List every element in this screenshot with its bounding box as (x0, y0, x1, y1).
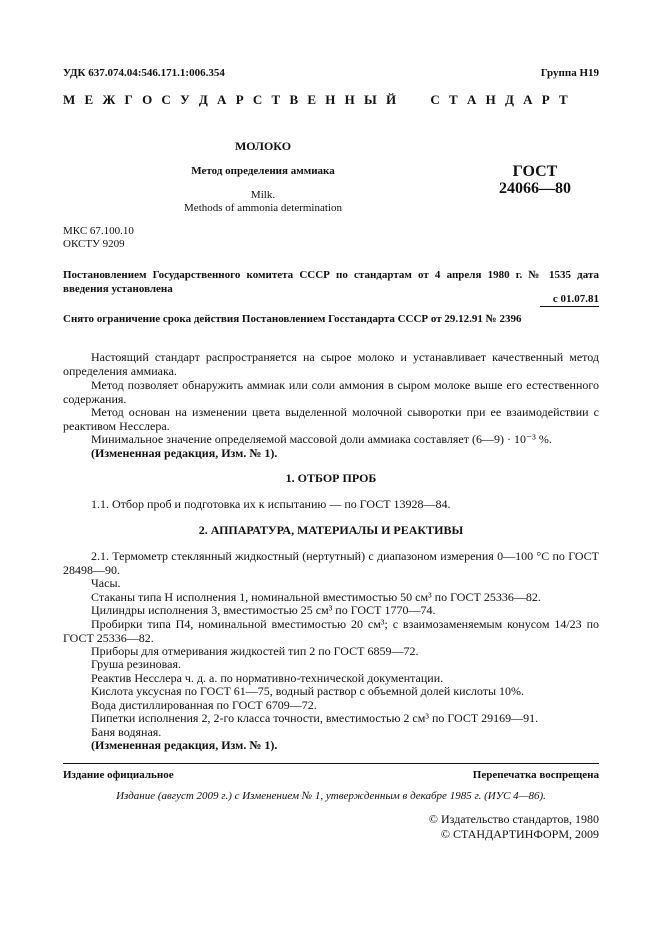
official-edition: Издание официальное (63, 769, 174, 781)
intro-amendment: (Измененная редакция, Изм. № 1). (91, 446, 278, 460)
reprint-prohibited: Перепечатка воспрещена (472, 769, 599, 781)
footer-divider (63, 763, 599, 764)
list-item: Стаканы типа Н исполнения 1, номинальной вместимостью 50 см³ по ГОСТ 25336—82. (91, 590, 541, 604)
okstu-code: ОКСТУ 9209 (63, 238, 125, 250)
mks-code: МКС 67.100.10 (63, 225, 134, 237)
introduction-date: с 01.07.81 (552, 293, 599, 305)
intro-paragraph-2: Метод позволяет обнаружить аммиак или соли аммония в сыром молоке выше его естественного содержания. (63, 378, 599, 406)
section-2-paragraph-1: 2.1. Термометр стеклянный жидкостный (нертутный) с диапазоном измерения 0—100 °С по ГОСТ 28498—90. (63, 549, 599, 577)
gost-label: ГОСТ (512, 163, 558, 180)
list-item: Часы. (91, 576, 121, 590)
section-2-amendment: (Измененная редакция, Изм. № 1). (91, 738, 278, 752)
list-item: Цилиндры исполнения 3, вместимостью 25 см³ по ГОСТ 1770—74. (91, 603, 436, 617)
interstate-standard-label: М Е Ж Г О С У Д А Р С Т В Е Н Н Ы Й С Т А Н Д А Р Т (63, 92, 571, 107)
list-item: Пробирки типа П4, номинальной вместимостью 20 см³; с взаимозаменяемым конусом 14/23 по ГОСТ 25336—82. (63, 617, 599, 645)
section-1-heading: 1. ОТБОР ПРОБ (285, 471, 377, 485)
limitation-removed: Снято ограничение срока действия Постановлением Госстандарта СССР от 29.12.91 № 2396 (63, 313, 522, 325)
gost-number: 24066—80 (499, 180, 571, 197)
edition-note: Издание (август 2009 г.) с Изменением № 1, утвержденным в декабре 1985 г. (ИУС 4—86). (116, 790, 546, 802)
udk-code: УДК 637.074.04:546.171.1:006.354 (63, 67, 225, 79)
intro-paragraph-4: Минимальное значение определяемой массовой доли аммиака составляет (6—9) · 10⁻³ %. (91, 432, 552, 446)
list-item: Реактив Несслера ч. д. а. по нормативно-технической документации. (91, 671, 444, 685)
section-2-heading: 2. АППАРАТУРА, МАТЕРИАЛЫ И РЕАКТИВЫ (198, 523, 464, 537)
list-item: Груша резиновая. (91, 657, 181, 671)
document-title-en: Milk. (250, 189, 276, 201)
list-item: Пипетки исполнения 2, 2-го класса точности, вместимостью 2 см³ по ГОСТ 29169—91. (91, 711, 539, 725)
list-item: Баня водяная. (91, 725, 162, 739)
intro-paragraph-1: Настоящий стандарт распространяется на сырое молоко и устанавливает качественный метод определения аммиака. (63, 350, 599, 378)
list-item: Кислота уксусная по ГОСТ 61—75, водный раствор с объемной долей кислоты 10%. (91, 684, 525, 698)
document-title: МОЛОКО (234, 139, 292, 153)
decree-divider (540, 306, 599, 307)
decree-text: Постановлением Государственного комитета СССР по стандартам от 4 апреля 1980 г. № 1535 дата введения установлена (63, 269, 599, 295)
list-item: Приборы для отмеривания жидкостей тип 2 по ГОСТ 6859—72. (91, 644, 419, 658)
section-1-paragraph: 1.1. Отбор проб и подготовка их к испытанию — по ГОСТ 13928—84. (91, 497, 451, 511)
intro-paragraph-3: Метод основан на изменении цвета выделенной молочной сыворотки при ее взаимодействии с реактивом Несслера. (63, 405, 599, 433)
list-item: Вода дистиллированная по ГОСТ 6709—72. (91, 698, 317, 712)
document-subtitle: Метод определения аммиака (191, 165, 335, 177)
copyright-publisher: © Издательство стандартов, 1980 (428, 812, 599, 826)
group-code: Группа Н19 (540, 67, 599, 79)
document-subtitle-en: Methods of ammonia determination (184, 202, 342, 214)
copyright-standartinform: © СТАНДАРТИНФОРМ, 2009 (440, 827, 599, 841)
